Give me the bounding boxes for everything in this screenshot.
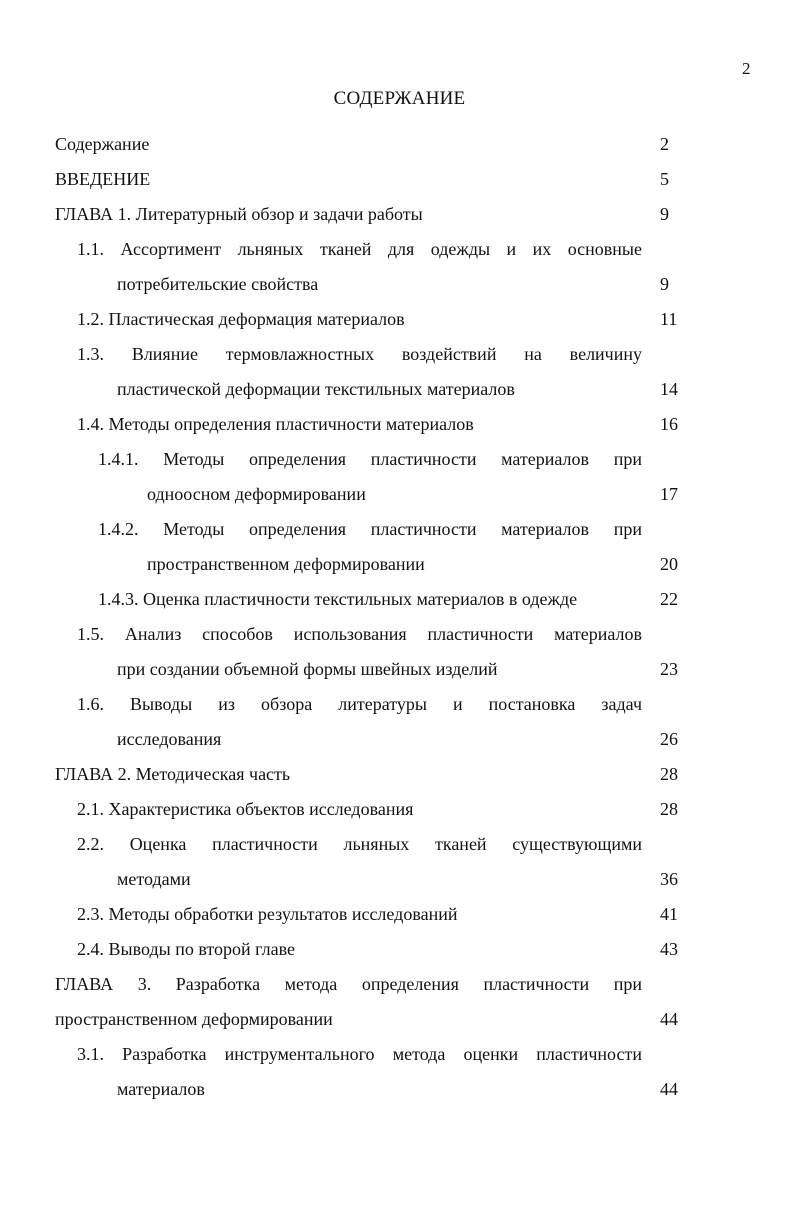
toc-page-number: 26: [660, 729, 678, 749]
toc-page-number: 11: [660, 309, 678, 329]
toc-page-number: 44: [660, 1009, 678, 1029]
toc-entry-1-4: 1.4. Методы определения пластичности материалов: [77, 414, 474, 434]
toc-entry-2-1: 2.1. Характеристика объектов исследования: [77, 799, 414, 819]
toc-page-number: 9: [660, 204, 669, 224]
toc-entry-1-4-1-cont: [147, 483, 366, 505]
toc-entry-line: 1.1. Ассортимент льняных тканей для одежды и их основные: [77, 239, 642, 259]
toc-entry-line: одноосном деформировании: [147, 484, 366, 504]
toc-entry-chapter-3-cont: [55, 1008, 333, 1030]
toc-entry-line: потребительские свойства: [117, 274, 319, 294]
toc-page-number: 28: [660, 799, 678, 819]
toc-entry-1-5: [77, 623, 642, 645]
toc-entry-line: пластической деформации текстильных материалов: [117, 379, 515, 399]
toc-entry-line: ГЛАВА 3. Разработка метода определения пластичности при: [55, 974, 642, 994]
toc-entry-1-6: [77, 693, 642, 715]
toc-page-number: 28: [660, 764, 678, 784]
toc-entry-line: при создании объемной формы швейных изделий: [117, 659, 498, 679]
toc-entry-2-2: [77, 833, 642, 855]
toc-entry-text: Содержание: [55, 134, 150, 154]
toc-entry-2-3: 2.3. Методы обработки результатов исследований: [77, 904, 458, 924]
toc-entry-intro: [55, 168, 150, 190]
toc-page-number: 2: [660, 134, 669, 154]
toc-entry-chapter-1: [55, 203, 423, 225]
toc-entry-1-2: 1.2. Пластическая деформация материалов: [77, 309, 405, 329]
toc-entry-text: Методы обработки результатов исследований: [108, 904, 458, 924]
toc-entry-1-6-cont: [117, 728, 221, 750]
toc-entry-1-4-1: [98, 448, 642, 470]
toc-entry-chapter-2: [55, 763, 290, 785]
toc-entry-line: пространственном деформировании: [55, 1009, 333, 1029]
toc-entry-1-3: [77, 343, 642, 365]
toc-entry-3-1: [77, 1043, 642, 1065]
toc-entry-1-4-3: 1.4.3. Оценка пластичности текстильных материалов в одежде: [98, 589, 578, 609]
toc-entry-2-4: 2.4. Выводы по второй главе: [77, 939, 295, 959]
toc-entry-line: 3.1. Разработка инструментального метода оценки пластичности: [77, 1044, 642, 1064]
toc-entry-text: Выводы по второй главе: [108, 939, 295, 959]
toc-entry-line: 1.6. Выводы из обзора литературы и постановка задач: [77, 694, 642, 714]
toc-page-number: 36: [660, 869, 678, 889]
toc-page-number: 41: [660, 904, 678, 924]
page-number: 2: [742, 59, 751, 78]
toc-entry-text: Пластическая деформация материалов: [108, 309, 405, 329]
toc-page-number: 5: [660, 169, 669, 189]
toc-entry-line: пространственном деформировании: [147, 554, 425, 574]
toc-entry-text: ВВЕДЕНИЕ: [55, 169, 151, 189]
toc-page-number: 20: [660, 554, 678, 574]
toc-entry-line: материалов: [117, 1079, 205, 1099]
toc-entry-text: Характеристика объектов исследования: [108, 799, 414, 819]
toc-page-number: 43: [660, 939, 678, 959]
toc-page-number: 16: [660, 414, 678, 434]
toc-entry-text: ГЛАВА 1. Литературный обзор и задачи работы: [55, 204, 423, 224]
toc-entry-line: исследования: [117, 729, 222, 749]
toc-entry-2-2-cont: [117, 868, 191, 890]
toc-entry-line: 1.5. Анализ способов использования пластичности материалов: [77, 624, 642, 644]
toc-entry-3-1-cont: [117, 1078, 205, 1100]
toc-entry-1-4-2: [98, 518, 642, 540]
toc-entry-1-1: [77, 238, 642, 260]
toc-entry-line: 1.4.1. Методы определения пластичности материалов при: [98, 449, 642, 469]
toc-entry-text: Методы определения пластичности материалов: [108, 414, 474, 434]
toc-entry-1-1-cont: [117, 273, 318, 295]
toc-entry-1-3-cont: [117, 378, 515, 400]
toc-page-number: 9: [660, 274, 669, 294]
toc-entry-1-4-2-cont: [147, 553, 425, 575]
toc-page-number: 23: [660, 659, 678, 679]
toc-entry-contents: [55, 133, 149, 155]
toc-entry-text: ГЛАВА 2. Методическая часть: [55, 764, 291, 784]
toc-page-number: 14: [660, 379, 678, 399]
toc-title: СОДЕРЖАНИЕ: [333, 88, 466, 109]
toc-page-number: 17: [660, 484, 678, 504]
toc-entry-1-5-cont: [117, 658, 498, 680]
toc-entry-chapter-3: [55, 973, 642, 995]
toc-page-number: 22: [660, 589, 678, 609]
toc-entry-line: 2.2. Оценка пластичности льняных тканей существующими: [77, 834, 642, 854]
toc-entry-line: 1.3. Влияние термовлажностных воздействий на величину: [77, 344, 642, 364]
toc-entry-line: методами: [117, 869, 191, 889]
toc-entry-text: Оценка пластичности текстильных материалов в одежде: [143, 589, 578, 609]
toc-page-number: 44: [660, 1079, 678, 1099]
toc-entry-line: 1.4.2. Методы определения пластичности материалов при: [98, 519, 642, 539]
